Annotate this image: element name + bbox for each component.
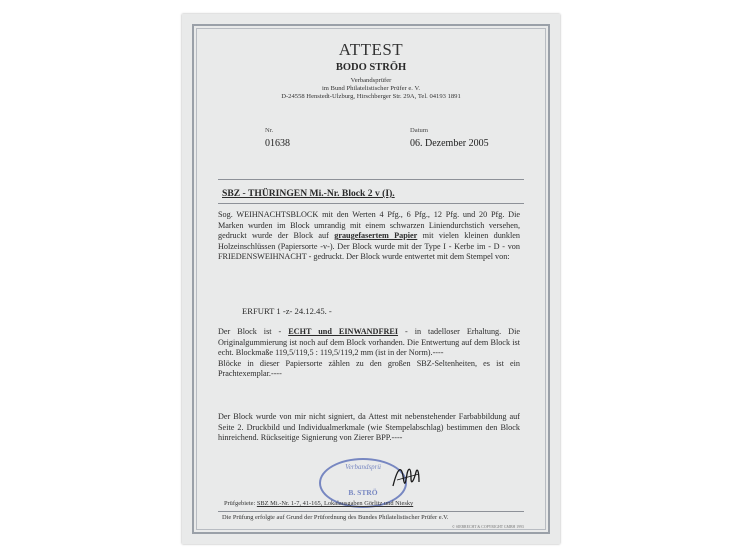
pruefgebiete-label: Prüfgebiete: <box>224 500 256 507</box>
certificate-title: ATTEST <box>338 40 404 59</box>
description-paragraph <box>218 210 520 263</box>
datum-label: Datum <box>410 127 428 134</box>
copyright-text: © SIEBRECHT & COPYRIGHT GMBH 1993 <box>452 525 524 529</box>
signature-paragraph: Der Block wurde von mir nicht signiert, da Attest mit nebenstehender Farbabbildung auf Seite 2. Druckbild und Individualmerkmale (wie Stempelabschlag) bestimmen den Block hinreichend. Rückseitige Signierung von Zierer BPP.---- <box>218 412 520 442</box>
divider-subject <box>218 203 524 204</box>
condition-part3: Blöcke in dieser Papiersorte zählen zu den großen SBZ-Seltenheiten, es ist ein Prachtexemplar.---- <box>218 358 520 378</box>
postmark-text: ERFURT 1 -z- 24.12.45. - <box>242 306 332 316</box>
examiner-address: D-24558 Henstedt-Ulzburg, Hirschberger Str. 29A, Tel. 04193 1891 <box>281 93 461 100</box>
stamp-line2: B. STRÖ <box>348 488 378 497</box>
certificate-page <box>182 14 560 544</box>
handwritten-signature <box>389 460 425 494</box>
condition-part2: - in tadelloser Erhaltung. Die Originalgummierung ist noch auf dem Block vorhanden. Die Entwertung auf dem Block ist echt. Blockmaße 119,5/119,5 : 119,5/119,2 mm (ist in der Norm).---- <box>218 327 521 357</box>
pruefgebiete-line <box>224 500 413 507</box>
nr-label: Nr. <box>265 127 274 134</box>
inner-border <box>196 28 546 530</box>
examiner-role: Verbandsprüfer <box>350 77 392 84</box>
description-part1: Sog. WEIHNACHTSBLOCK mit den Werten 4 Pfg., 6 Pfg., 12 Pfg. und 20 Pfg. Die Marken wurden im Block umrandig mit einem schwarzen Liniendurchstich versehen, gedruckt wurde der Block auf <box>218 210 520 240</box>
divider-bottom <box>218 511 524 512</box>
description-bold: graugefasertem Papier <box>334 231 418 240</box>
stamp-line1: Verbandsprü <box>345 463 381 471</box>
nr-value: 01638 <box>265 138 290 149</box>
divider-top <box>218 179 524 180</box>
subject-text: SBZ - THÜRINGEN Mi.-Nr. Block 2 v (I). <box>222 188 395 199</box>
footer-note: Die Prüfung erfolgte auf Grund der Prüfordnung des Bundes Philatelistischer Prüfer e.V. <box>222 514 449 521</box>
datum-value: 06. Dezember 2005 <box>410 138 489 149</box>
description-part2: mit vielen kleinen dunklen Holzeinschlüssen (Papiersorte -v-). Der Block wurde mit der Type I - Kerbe im - D - von FRIEDENSWEIHNACHT - gedruckt. Der Block wurde entwertet mit dem Stempel von: <box>218 231 521 261</box>
examiner-association: im Bund Philatelistischer Prüfer e. V. <box>321 85 421 92</box>
condition-paragraph <box>218 327 520 380</box>
condition-part1: Der Block ist - <box>218 327 289 336</box>
pruefgebiete-value: SBZ Mi.-Nr. 1-7, 41-165, Lokalausgaben Görlitz und Niesky <box>256 500 414 507</box>
condition-bold: ECHT und EINWANDFREI <box>288 327 399 336</box>
examiner-name: BODO STRÖH <box>335 62 407 73</box>
subject-line <box>222 188 395 199</box>
